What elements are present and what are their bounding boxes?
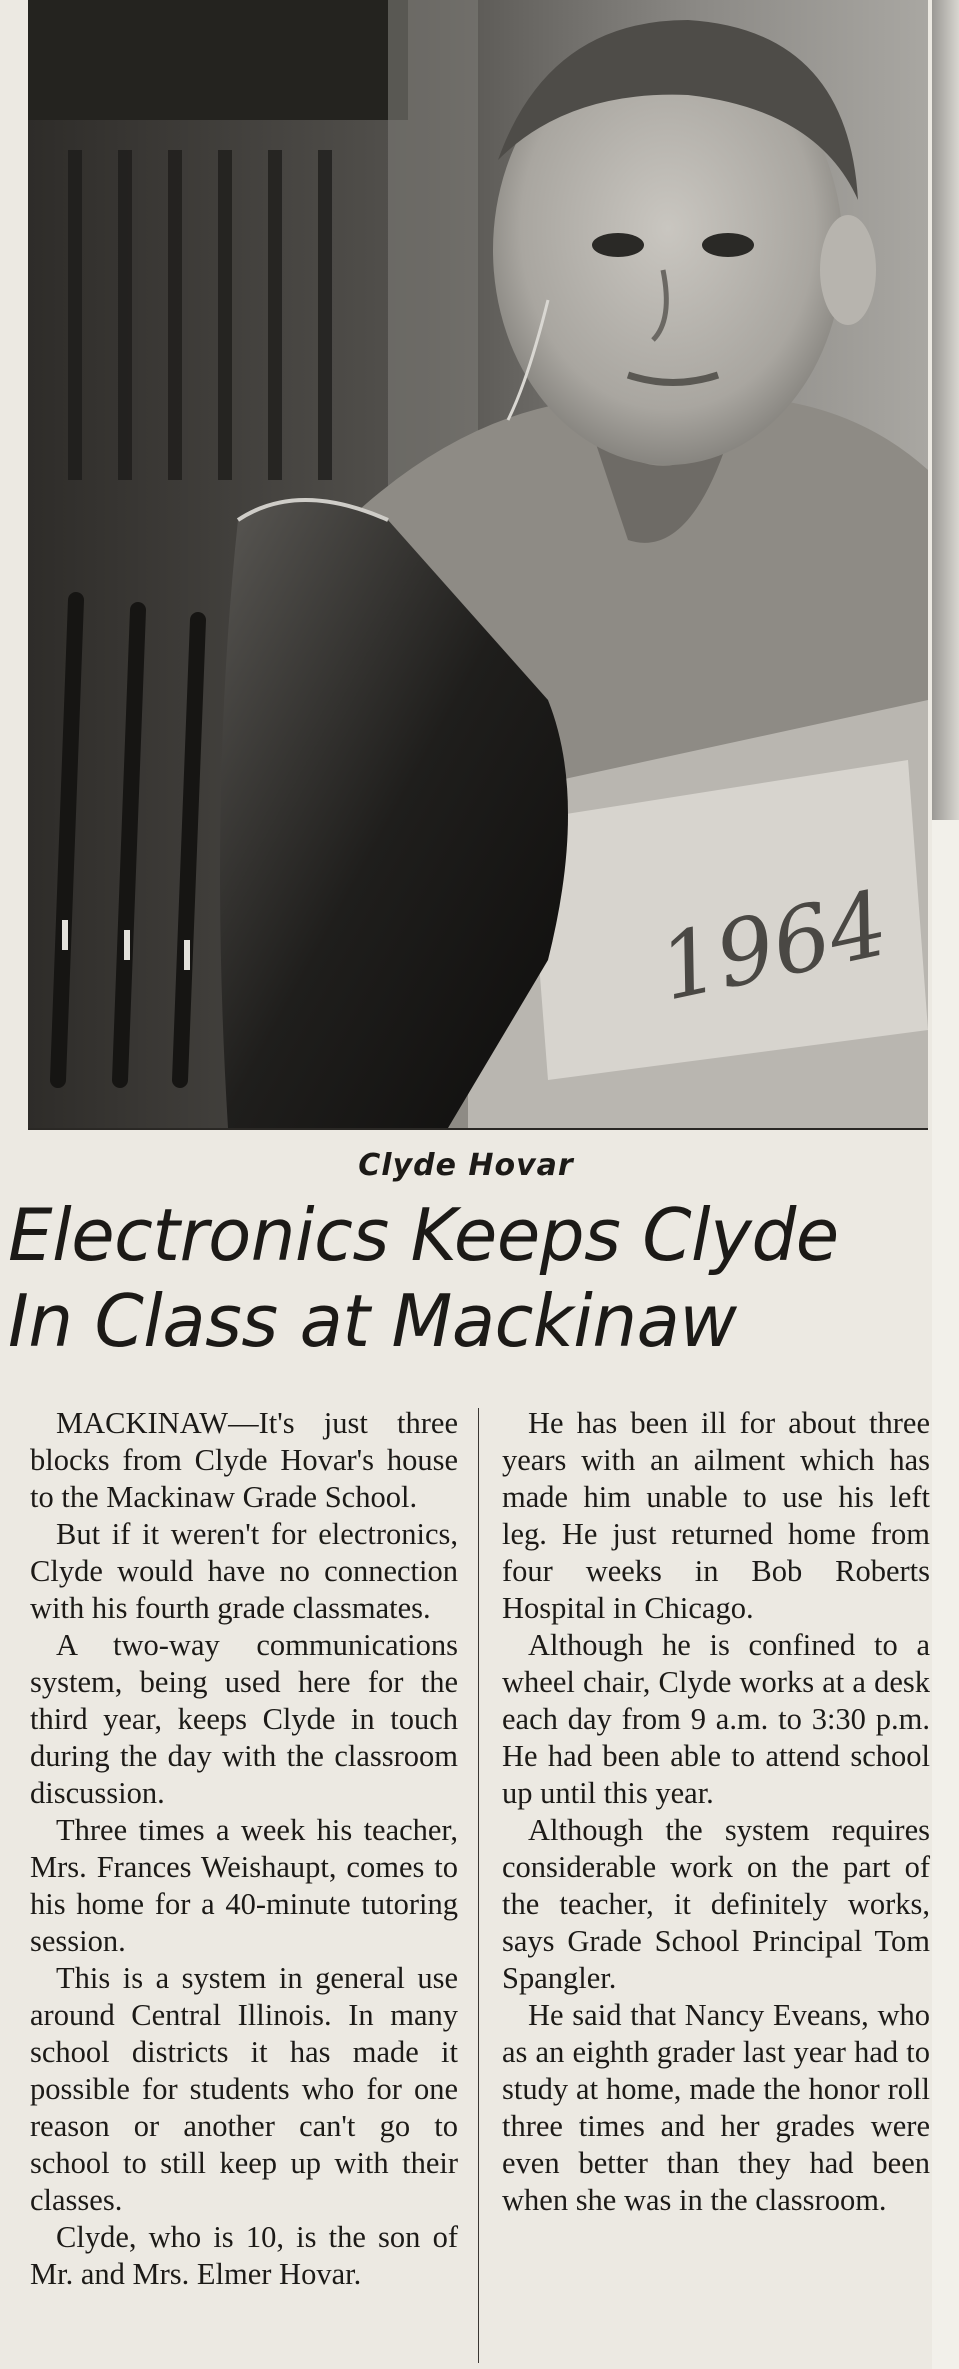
- paragraph: He has been ill for about three years with an ailment which has made him unable to use his left leg. He just returned home from four weeks in Bob Roberts Hospital in Chicago.: [502, 1406, 930, 1625]
- adjacent-column-edge: [932, 0, 959, 2369]
- headline-line-2: In Class at Mackinaw: [8, 1279, 737, 1363]
- paragraph: A two-way communications system, being used here for the third year, keeps Clyde in touch during the day with the classroom discussion.: [30, 1628, 458, 1810]
- paragraph: Although the system requires considerable work on the part of the teacher, it definitely works, says Grade School Principal Tom Spangler.: [502, 1813, 930, 1995]
- column-divider: [478, 1408, 479, 2363]
- article-column-right: [502, 1405, 930, 2365]
- article-column-left: [30, 1405, 458, 2365]
- paragraph: But if it weren't for electronics, Clyde would have no connection with his fourth grade classmates.: [30, 1517, 458, 1625]
- paragraph: This is a system in general use around Central Illinois. In many school districts it has made it possible for students who for one reason or another can't go to school to still keep up with their classes.: [30, 1961, 458, 2217]
- photo-caption: Clyde Hovar: [358, 1148, 574, 1183]
- headline: [8, 1192, 910, 1364]
- headline-line-1: Electronics Keeps Clyde: [8, 1193, 839, 1277]
- paragraph: Although he is confined to a wheel chair, Clyde works at a desk each day from 9 a.m. to 3:30 p.m. He had been able to attend school up until this year.: [502, 1628, 930, 1810]
- adjacent-photo-edge: [932, 0, 959, 820]
- photo-of-boy-image: [28, 0, 928, 1128]
- news-photo: [28, 0, 928, 1130]
- paragraph: He said that Nancy Eveans, who as an eighth grader last year had to study at home, made the honor roll three times and her grades were even better than they had been when she was in the classroom.: [502, 1998, 930, 2217]
- paragraph: MACKINAW—It's just three blocks from Clyde Hovar's house to the Mackinaw Grade School.: [30, 1406, 458, 1514]
- paragraph: Clyde, who is 10, is the son of Mr. and Mrs. Elmer Hovar.: [30, 2220, 458, 2291]
- paragraph: Three times a week his teacher, Mrs. Frances Weishaupt, comes to his home for a 40-minute tutoring session.: [30, 1813, 458, 1958]
- handwritten-note: 1964: [650, 871, 897, 1022]
